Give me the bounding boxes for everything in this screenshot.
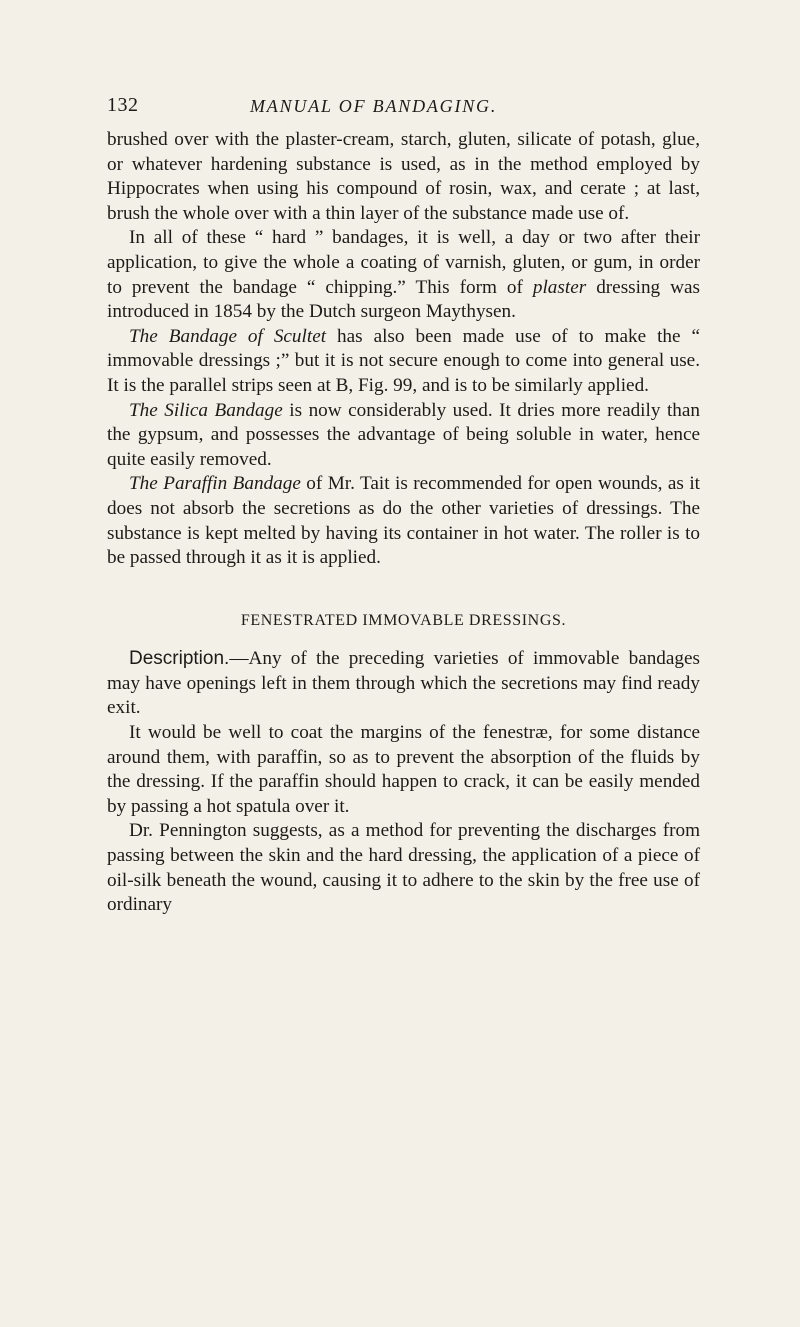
paragraph-text: —Any of the preceding varieties of immovable bandages may have openings left in them through which the secretions may find ready exit. — [107, 648, 700, 719]
paragraph-text: is now considerably used. It dries more readily than the gypsum, and possesses the advantage of being soluble in water, hence quite easily removed. — [107, 399, 700, 470]
page-number: 132 — [107, 94, 139, 116]
section-heading: FENESTRATED IMMOVABLE DRESSINGS. — [240, 611, 567, 629]
run-in-heading: Description. — [129, 648, 230, 670]
emphasis-scultet: The Bandage of Scultet — [129, 325, 327, 347]
paragraph-description — [107, 647, 700, 721]
paragraph-continuation — [107, 128, 700, 226]
paragraph-text: of Mr. Tait is recommended for open wounds, as it does not absorb the secretions as do the other varieties of dressings. The substance is kept melted by having its container in hot water. The roller is to be passed through it as it is applied. — [107, 473, 701, 569]
paragraph-pennington — [107, 819, 700, 917]
emphasis-paraffin: The Paraffin Bandage — [129, 473, 301, 495]
paragraph-text: Dr. Pennington suggests, as a method for preventing the discharges from passing between the skin and the hard dressing, the application of a piece of oil-silk beneath the wound, causing it to adhere to the skin by the free use of ordinary — [107, 820, 700, 916]
paragraph-scultet — [107, 325, 700, 399]
paragraph-text: brushed over with the plaster-cream, starch, gluten, silicate of potash, glue, or whatever hardening substance is used, as in the method employed by Hippocrates when using his compound of rosin, wax, and cerate ; at last, brush the whole over with a thin layer of the substance made use of. — [107, 129, 700, 224]
paragraph-text: has also been made use of to make the “ immovable dressings ;” but it is not secure enough to come into general use. It is the parallel strips seen at B, Fig. 99, and is to be similarly applied. — [107, 325, 701, 396]
paragraph-paraffin — [107, 472, 700, 570]
paragraph-fenestrae — [107, 721, 700, 819]
emphasis-plaster: plaster — [532, 276, 587, 298]
paragraph-silica — [107, 399, 700, 473]
paragraph-hard-bandages — [107, 226, 700, 324]
running-head: MANUAL OF BANDAGING. — [250, 96, 498, 116]
paragraph-text: In all of these “ hard ” bandages, it is well, a day or two after their application, to give the whole a coating of varnish, gluten, or gum, in order to prevent the bandage “ chipping.” This form of — [107, 227, 700, 298]
emphasis-silica: The Silica Bandage — [129, 399, 283, 421]
page-header — [107, 88, 700, 128]
paragraph-text: It would be well to coat the margins of the fenestræ, for some distance around them, with paraffin, so as to prevent the absorption of the fluids by the dressing. If the paraffin should happen to crack, it can be easily mended by passing a hot spatula over it. — [107, 722, 700, 817]
body-text — [107, 128, 700, 918]
paragraph-text: dressing was introduced in 1854 by the Dutch surgeon Maythysen. — [107, 276, 700, 323]
